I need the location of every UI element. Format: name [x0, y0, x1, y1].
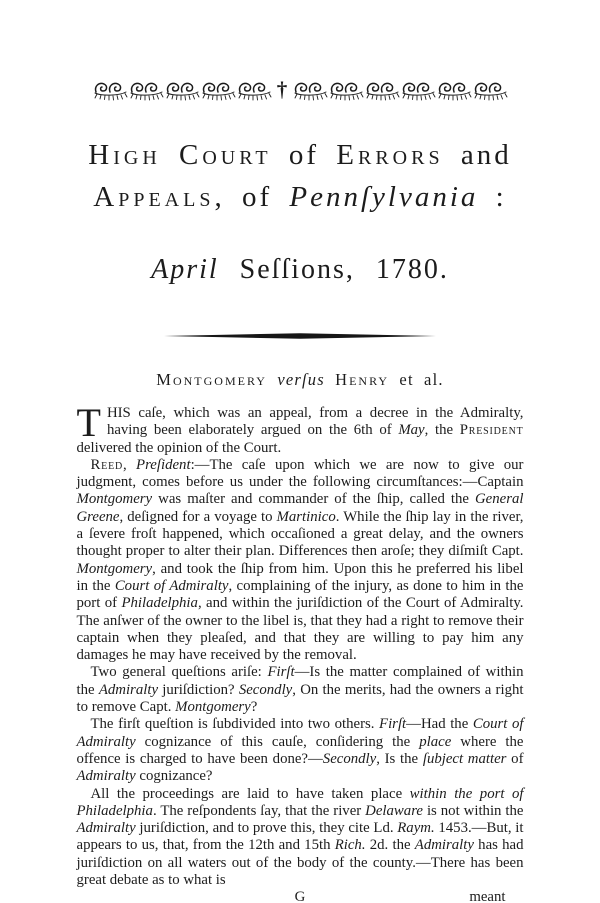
opinion-paragraph — [76, 400, 524, 457]
dagger-ornament-icon: † — [276, 77, 288, 101]
case-heading: Montgomery verſus Henry et al. — [156, 370, 444, 389]
court-title-line-1: High Court of Errors and — [88, 139, 512, 171]
court-title-line-2: Appeals, of Pennſylvania : — [93, 181, 507, 213]
page-footer — [77, 889, 524, 903]
fleuron-ornament-right-icon — [292, 79, 508, 103]
ornament-row — [0, 78, 600, 104]
signature-mark: G — [294, 889, 306, 903]
swelled-rule — [164, 332, 436, 340]
opinion-paragraph: Reed, Preſident:—The caſe upon which we are now to give our judgment, comes before us under the following circumſtances:—Captain Montgomery was maſter and commander of the ſhip, called the General Greene, deſigned for a voyage to Martinico. While the ſhip lay in the river, a ſevere froſt happened, which occaſioned a great delay, and the owners thought proper to alter their plan. Differences then aroſe; they diſmiſt Capt. Montgomery, and took the ſhip from him. Upon this he preferred his libel in the Court of Admiralty, complaining of the injury, as done to him in the port of Philadelphia, and within the juriſdiction of the Court of Admiralty. The anſwer of the owner to the libel is, that they had a right to remove their captain when they pleaſed, and that they are willing to pay him any damages he may have received by the removal. — [76, 456, 524, 664]
opinion-paragraph: All the proceedings are laid to have taken place within the port of Philadelphia. The reſpondents ſay, that the river Delaware is not within the Admiralty juriſdiction, and to prove this, they cite Ld. Raym. 1453.—But, it appears to us, that, from the 12th and 15th Rich. 2d. the Admiralty has had juriſdiction on all waters out of the body of the county.—There has been great debate as to what is — [76, 785, 524, 889]
paragraph-text: HIS caſe, which was an appeal, from a decree in the Admiralty, having been elaborately argued on the 6th of May, the President delivered the opinion of the Court. — [76, 405, 524, 456]
drop-cap: T — [76, 400, 101, 445]
opinion-paragraph: The firſt queſtion is ſubdivided into two others. Firſt—Had the Court of Admiralty cognizance of this cauſe, conſidering the place where the offence is charged to have been done?—Secondly, Is the ſubject matter of Admiralty cognizance? — [76, 716, 524, 785]
opinion-paragraph: Two general queſtions ariſe: Firſt—Is the matter complained of within the Admiralty juriſdiction? Secondly, On the merits, had the owners a right to remove Capt. Montgomery? — [76, 664, 524, 716]
catchword: meant — [469, 889, 506, 903]
masthead — [0, 134, 600, 286]
session-title: April Seſſions, 1780. — [151, 254, 449, 285]
opinion-body — [76, 400, 524, 889]
fleuron-ornament-left-icon — [92, 79, 272, 103]
